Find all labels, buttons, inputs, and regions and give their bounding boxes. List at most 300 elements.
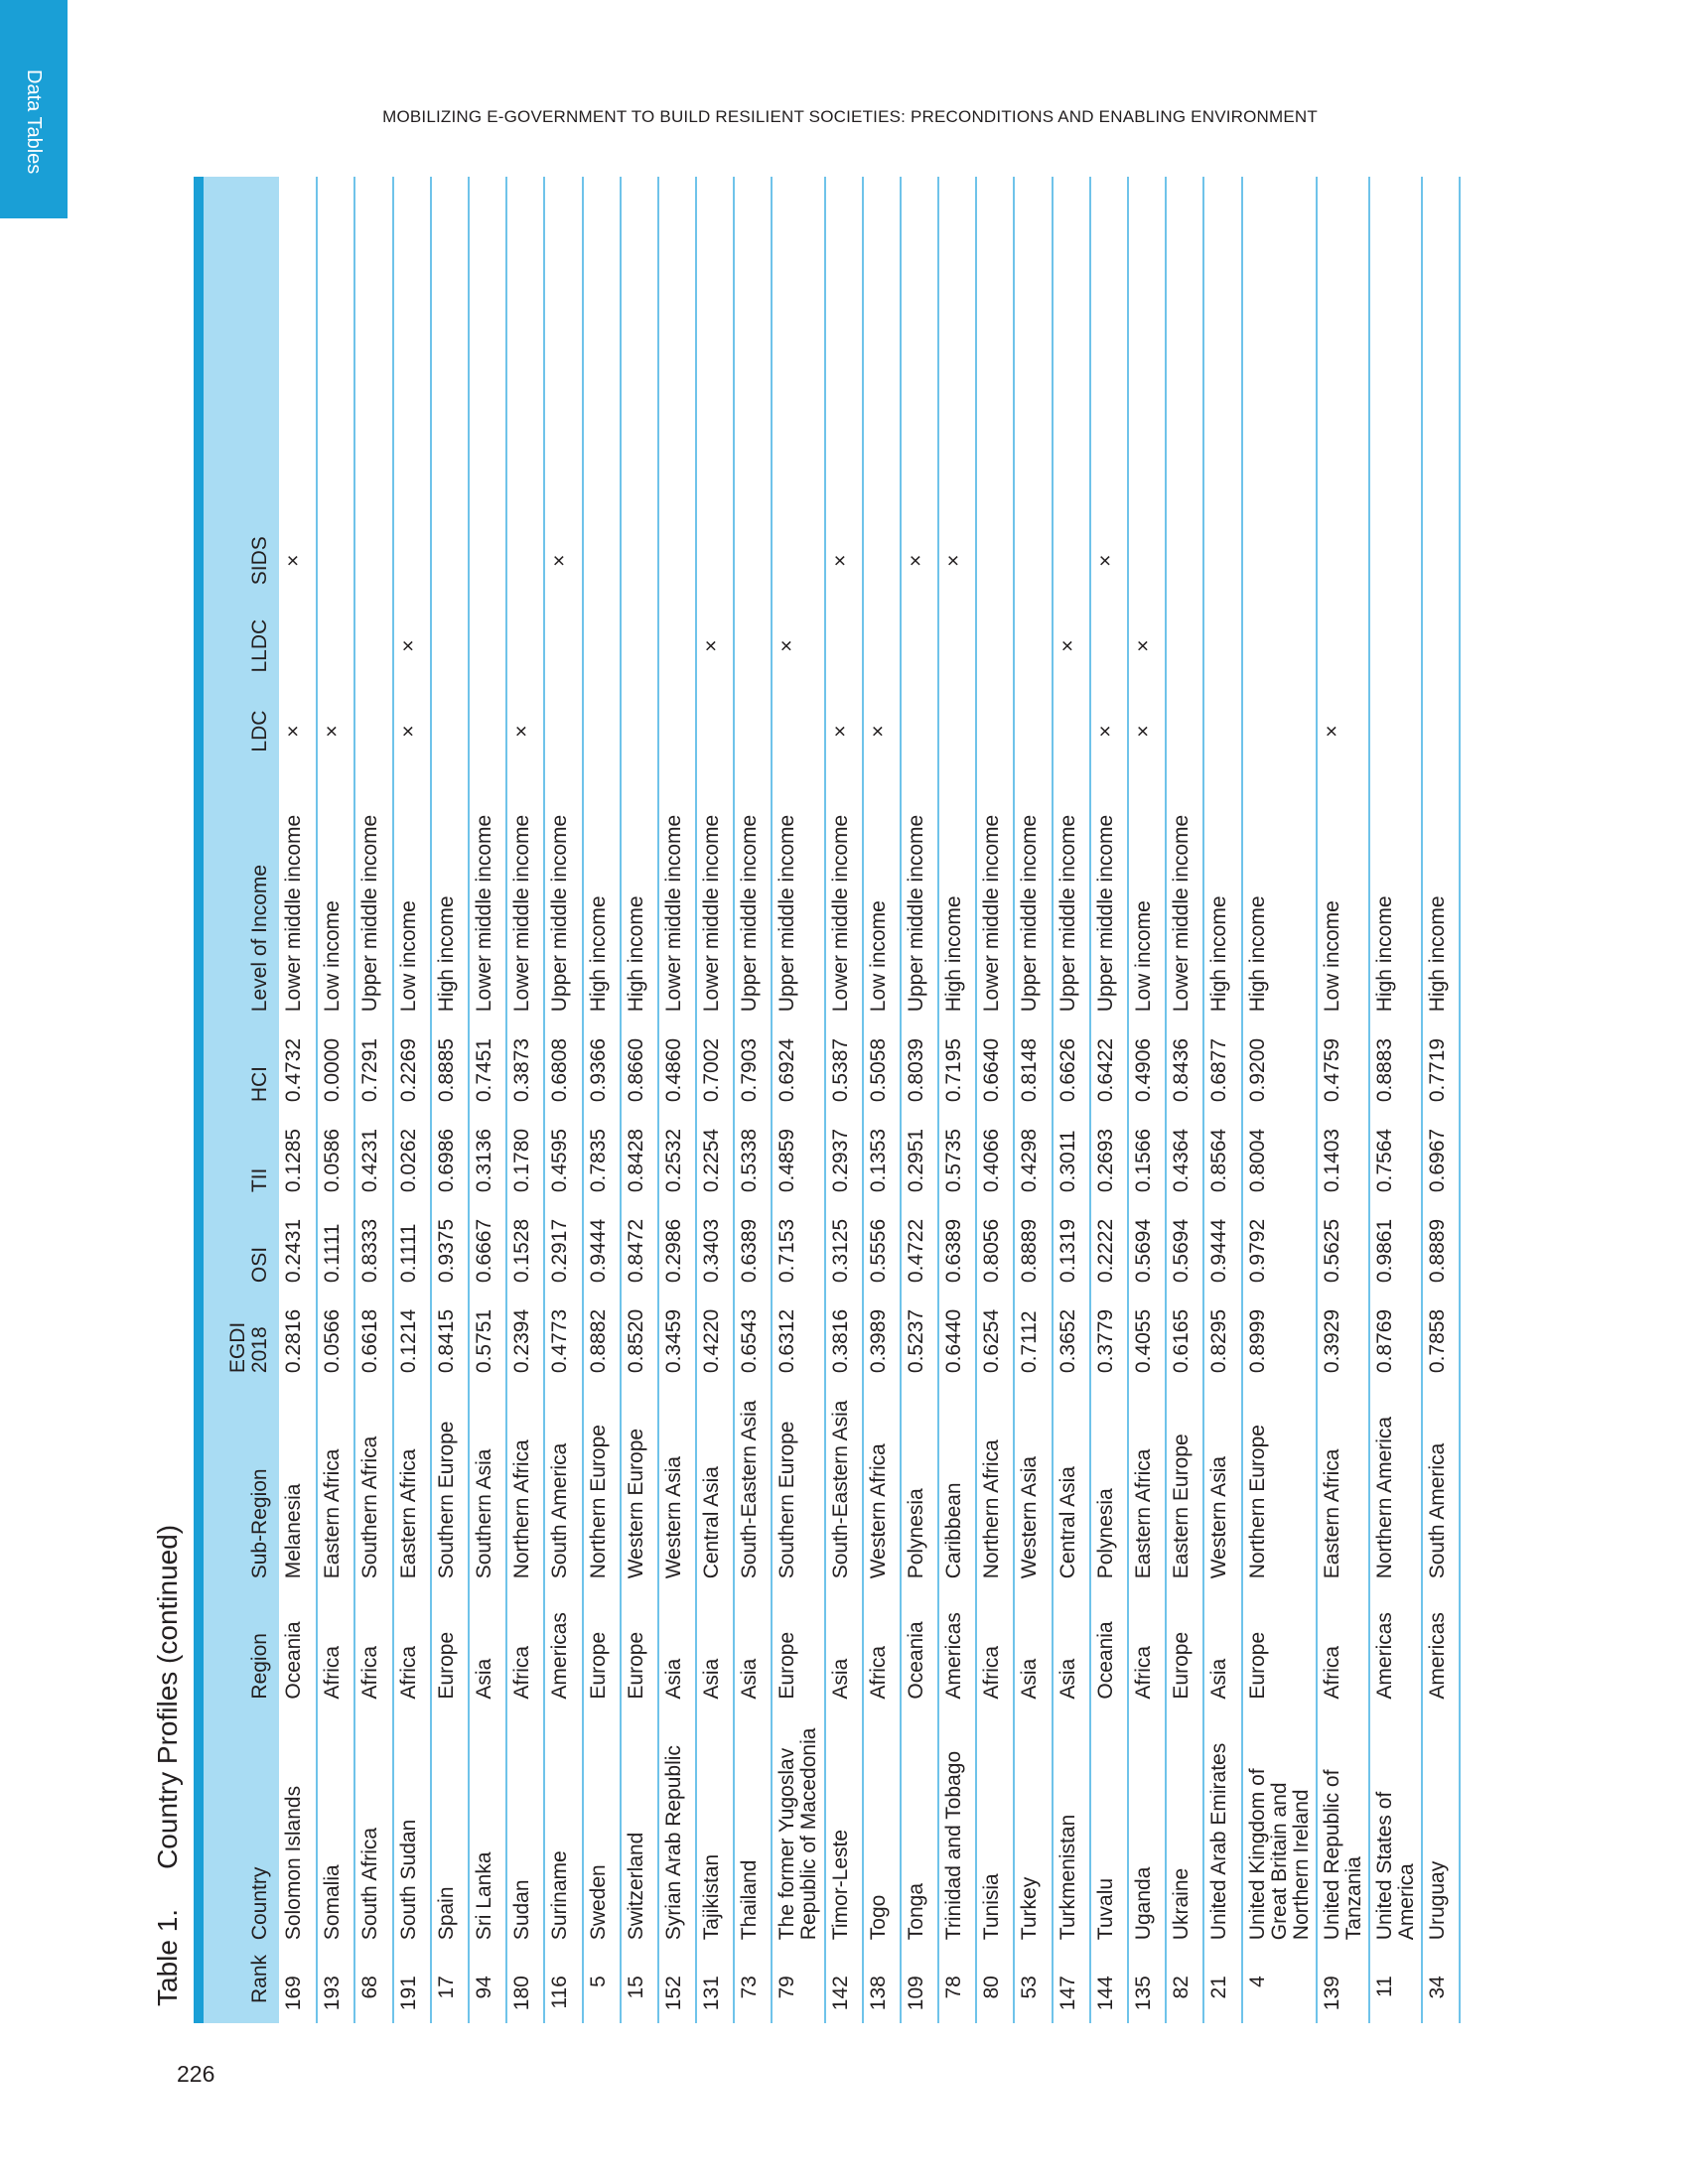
rotated-table-container	[149, 177, 1449, 2023]
cell-lldc: ×	[393, 604, 431, 689]
cell-subregion: Southern Europe	[431, 1381, 469, 1586]
cell-income: Upper middle income	[772, 774, 824, 1021]
cell-egdi: 0.7112	[1014, 1291, 1052, 1381]
cell-spacer	[976, 177, 1014, 518]
cell-country: Tajikistan	[696, 1707, 734, 1949]
cell-rank: 94	[469, 1948, 506, 2023]
cell-region: Asia	[469, 1586, 506, 1706]
cell-lldc	[469, 604, 506, 689]
cell-region: Asia	[1203, 1586, 1241, 1706]
cell-tii: 0.3011	[1053, 1110, 1090, 1200]
cell-region: Oceania	[1090, 1586, 1128, 1706]
cell-ldc: ×	[1090, 689, 1128, 774]
table-row	[431, 177, 469, 2023]
cell-tii: 0.6986	[431, 1110, 469, 1200]
header-ldc: LDC	[204, 689, 279, 774]
cell-subregion: Southern Europe	[772, 1381, 824, 1586]
page-number: 226	[177, 2061, 215, 2087]
cell-spacer	[772, 177, 824, 518]
cell-rank: 169	[279, 1948, 317, 2023]
header-sids: SIDS	[204, 518, 279, 604]
cell-subregion: Western Asia	[1014, 1381, 1052, 1586]
cell-region: Asia	[734, 1586, 772, 1706]
table-row	[772, 177, 824, 2023]
header-spacer	[204, 177, 279, 518]
cell-sids: ×	[544, 518, 582, 604]
cell-lldc	[1422, 604, 1460, 689]
cell-lldc	[1203, 604, 1241, 689]
cell-osi: 0.8472	[621, 1200, 658, 1291]
cell-tii: 0.2254	[696, 1110, 734, 1200]
cell-lldc	[863, 604, 901, 689]
cell-country: United Kingdom of Great Britain and Northern Ireland	[1242, 1707, 1317, 1949]
cell-region: Asia	[825, 1586, 863, 1706]
cell-subregion: Northern America	[1369, 1381, 1422, 1586]
cell-rank: 34	[1422, 1948, 1460, 2023]
table-row	[1014, 177, 1052, 2023]
cell-sids	[1053, 518, 1090, 604]
cell-rank: 144	[1090, 1948, 1128, 2023]
cell-tii: 0.4231	[354, 1110, 392, 1200]
cell-hci: 0.6640	[976, 1020, 1014, 1110]
table-title: Country Profiles (continued)	[152, 1524, 183, 1869]
cell-subregion: South-Eastern Asia	[734, 1381, 772, 1586]
cell-spacer	[544, 177, 582, 518]
cell-tii: 0.4298	[1014, 1110, 1052, 1200]
cell-osi: 0.2222	[1090, 1200, 1128, 1291]
cell-tii: 0.6967	[1422, 1110, 1460, 1200]
cell-subregion: Polynesia	[901, 1381, 938, 1586]
cell-hci: 0.9366	[583, 1020, 621, 1110]
cell-hci: 0.8436	[1166, 1020, 1203, 1110]
cell-subregion: Central Asia	[1053, 1381, 1090, 1586]
table-row	[544, 177, 582, 2023]
cell-country: Tunisia	[976, 1707, 1014, 1949]
cell-egdi: 0.6312	[772, 1291, 824, 1381]
header-egdi	[204, 1291, 279, 1381]
cell-osi: 0.2917	[544, 1200, 582, 1291]
table-row	[938, 177, 976, 2023]
running-head: MOBILIZING E-GOVERNMENT TO BUILD RESILIENT SOCIETIES: PRECONDITIONS AND ENABLING ENVIRONMENT	[382, 107, 1318, 126]
cell-subregion: Caribbean	[938, 1381, 976, 1586]
header-lldc: LLDC	[204, 604, 279, 689]
cell-hci: 0.2269	[393, 1020, 431, 1110]
cell-rank: 147	[1053, 1948, 1090, 2023]
cell-spacer	[317, 177, 354, 518]
cell-egdi: 0.5751	[469, 1291, 506, 1381]
cell-egdi: 0.4773	[544, 1291, 582, 1381]
cell-hci: 0.4759	[1317, 1020, 1369, 1110]
cell-osi: 0.4722	[901, 1200, 938, 1291]
cell-income: High income	[621, 774, 658, 1021]
cell-tii: 0.2937	[825, 1110, 863, 1200]
table-row	[976, 177, 1014, 2023]
cell-rank: 15	[621, 1948, 658, 2023]
cell-lldc	[1014, 604, 1052, 689]
cell-income: Upper middle income	[354, 774, 392, 1021]
table-row	[1422, 177, 1460, 2023]
table-row	[393, 177, 431, 2023]
cell-income: High income	[1242, 774, 1317, 1021]
cell-osi: 0.1319	[1053, 1200, 1090, 1291]
cell-spacer	[1317, 177, 1369, 518]
cell-tii: 0.7564	[1369, 1110, 1422, 1200]
cell-lldc	[621, 604, 658, 689]
cell-tii: 0.2951	[901, 1110, 938, 1200]
cell-subregion: Western Asia	[658, 1381, 696, 1586]
cell-income: Low income	[863, 774, 901, 1021]
cell-osi: 0.9861	[1369, 1200, 1422, 1291]
cell-hci: 0.9200	[1242, 1020, 1317, 1110]
cell-rank: 180	[506, 1948, 544, 2023]
cell-region: Africa	[1317, 1586, 1369, 1706]
cell-country: Turkmenistan	[1053, 1707, 1090, 1949]
cell-income: Upper middle income	[1053, 774, 1090, 1021]
cell-egdi: 0.6440	[938, 1291, 976, 1381]
cell-country: Switzerland	[621, 1707, 658, 1949]
cell-region: Asia	[1014, 1586, 1052, 1706]
cell-ldc: ×	[317, 689, 354, 774]
header-income: Level of Income	[204, 774, 279, 1021]
cell-sids	[393, 518, 431, 604]
cell-egdi: 0.3989	[863, 1291, 901, 1381]
cell-spacer	[1090, 177, 1128, 518]
cell-income: Low income	[317, 774, 354, 1021]
cell-spacer	[469, 177, 506, 518]
cell-rank: 53	[1014, 1948, 1052, 2023]
cell-lldc	[1369, 604, 1422, 689]
cell-country: South Africa	[354, 1707, 392, 1949]
cell-income: Lower middle income	[825, 774, 863, 1021]
cell-ldc	[1369, 689, 1422, 774]
cell-subregion: Western Africa	[863, 1381, 901, 1586]
cell-country: Togo	[863, 1707, 901, 1949]
cell-income: Lower middle income	[976, 774, 1014, 1021]
cell-sids: ×	[825, 518, 863, 604]
cell-rank: 138	[863, 1948, 901, 2023]
cell-osi: 0.5625	[1317, 1200, 1369, 1291]
cell-hci: 0.0000	[317, 1020, 354, 1110]
cell-subregion: Western Asia	[1203, 1381, 1241, 1586]
cell-ldc: ×	[393, 689, 431, 774]
cell-osi: 0.5694	[1128, 1200, 1166, 1291]
cell-ldc	[901, 689, 938, 774]
cell-rank: 131	[696, 1948, 734, 2023]
cell-spacer	[1053, 177, 1090, 518]
cell-sids	[431, 518, 469, 604]
cell-country: Solomon Islands	[279, 1707, 317, 1949]
cell-spacer	[1369, 177, 1422, 518]
cell-income: Upper middle income	[734, 774, 772, 1021]
cell-osi: 0.6389	[938, 1200, 976, 1291]
cell-income: Lower middle income	[279, 774, 317, 1021]
cell-income: Upper middle income	[544, 774, 582, 1021]
cell-egdi: 0.3816	[825, 1291, 863, 1381]
cell-lldc: ×	[1128, 604, 1166, 689]
cell-lldc	[506, 604, 544, 689]
cell-tii: 0.0586	[317, 1110, 354, 1200]
cell-hci: 0.7195	[938, 1020, 976, 1110]
header-egdi-line2: 2018	[247, 1326, 271, 1374]
cell-ldc	[544, 689, 582, 774]
cell-sids	[583, 518, 621, 604]
cell-income: Low income	[1317, 774, 1369, 1021]
cell-rank: 142	[825, 1948, 863, 2023]
header-hci: HCI	[204, 1020, 279, 1110]
cell-region: Europe	[583, 1586, 621, 1706]
cell-region: Europe	[1242, 1586, 1317, 1706]
header-subregion: Sub-Region	[204, 1381, 279, 1586]
cell-sids	[658, 518, 696, 604]
cell-ldc	[1203, 689, 1241, 774]
cell-region: Africa	[354, 1586, 392, 1706]
cell-region: Africa	[1128, 1586, 1166, 1706]
cell-subregion: Eastern Africa	[1128, 1381, 1166, 1586]
cell-spacer	[1128, 177, 1166, 518]
cell-subregion: Southern Africa	[354, 1381, 392, 1586]
cell-rank: 116	[544, 1948, 582, 2023]
cell-sids	[1369, 518, 1422, 604]
cell-sids	[1203, 518, 1241, 604]
cell-subregion: Northern Africa	[506, 1381, 544, 1586]
cell-ldc	[658, 689, 696, 774]
cell-hci: 0.8039	[901, 1020, 938, 1110]
cell-egdi: 0.2816	[279, 1291, 317, 1381]
cell-spacer	[901, 177, 938, 518]
cell-region: Africa	[506, 1586, 544, 1706]
cell-sids: ×	[901, 518, 938, 604]
cell-ldc: ×	[1128, 689, 1166, 774]
cell-osi: 0.8889	[1014, 1200, 1052, 1291]
cell-osi: 0.8333	[354, 1200, 392, 1291]
cell-sids: ×	[1090, 518, 1128, 604]
cell-lldc	[354, 604, 392, 689]
cell-country: Trinidad and Tobago	[938, 1707, 976, 1949]
cell-tii: 0.1403	[1317, 1110, 1369, 1200]
country-profiles-table-wrap	[194, 177, 1461, 2023]
cell-egdi: 0.6618	[354, 1291, 392, 1381]
cell-country: Tonga	[901, 1707, 938, 1949]
table-row	[1053, 177, 1090, 2023]
cell-region: Oceania	[901, 1586, 938, 1706]
cell-country: Thailand	[734, 1707, 772, 1949]
cell-sids: ×	[279, 518, 317, 604]
cell-spacer	[506, 177, 544, 518]
cell-egdi: 0.8769	[1369, 1291, 1422, 1381]
cell-region: Asia	[696, 1586, 734, 1706]
header-tii: TII	[204, 1110, 279, 1200]
cell-osi: 0.1528	[506, 1200, 544, 1291]
cell-spacer	[825, 177, 863, 518]
cell-subregion: Eastern Europe	[1166, 1381, 1203, 1586]
cell-hci: 0.6808	[544, 1020, 582, 1110]
table-row	[863, 177, 901, 2023]
cell-egdi: 0.8415	[431, 1291, 469, 1381]
cell-hci: 0.3873	[506, 1020, 544, 1110]
cell-ldc	[1422, 689, 1460, 774]
table-row	[1317, 177, 1369, 2023]
cell-hci: 0.6877	[1203, 1020, 1241, 1110]
cell-income: Lower middle income	[1166, 774, 1203, 1021]
cell-egdi: 0.8882	[583, 1291, 621, 1381]
cell-country: United Republic of Tanzania	[1317, 1707, 1369, 1949]
cell-lldc	[1090, 604, 1128, 689]
cell-sids	[354, 518, 392, 604]
table-row	[658, 177, 696, 2023]
cell-spacer	[279, 177, 317, 518]
cell-egdi: 0.8999	[1242, 1291, 1317, 1381]
cell-osi: 0.5694	[1166, 1200, 1203, 1291]
cell-spacer	[938, 177, 976, 518]
cell-sids	[696, 518, 734, 604]
cell-subregion: Eastern Africa	[393, 1381, 431, 1586]
cell-ldc	[469, 689, 506, 774]
cell-osi: 0.2431	[279, 1200, 317, 1291]
cell-spacer	[583, 177, 621, 518]
cell-country: Sudan	[506, 1707, 544, 1949]
cell-osi: 0.6389	[734, 1200, 772, 1291]
table-caption	[152, 1525, 184, 2006]
cell-region: Asia	[658, 1586, 696, 1706]
cell-country: Turkey	[1014, 1707, 1052, 1949]
cell-rank: 139	[1317, 1948, 1369, 2023]
cell-tii: 0.1353	[863, 1110, 901, 1200]
cell-ldc	[1053, 689, 1090, 774]
cell-income: Low income	[1128, 774, 1166, 1021]
header-region: Region	[204, 1586, 279, 1706]
cell-region: Europe	[1166, 1586, 1203, 1706]
cell-egdi: 0.5237	[901, 1291, 938, 1381]
cell-osi: 0.9444	[1203, 1200, 1241, 1291]
cell-lldc	[431, 604, 469, 689]
cell-income: Upper middle income	[901, 774, 938, 1021]
cell-sids	[1242, 518, 1317, 604]
cell-lldc	[976, 604, 1014, 689]
cell-subregion: Northern Europe	[583, 1381, 621, 1586]
cell-income: High income	[1369, 774, 1422, 1021]
cell-tii: 0.8428	[621, 1110, 658, 1200]
cell-region: Europe	[772, 1586, 824, 1706]
cell-sids	[1317, 518, 1369, 604]
cell-ldc	[734, 689, 772, 774]
table-row	[279, 177, 317, 2023]
cell-rank: 21	[1203, 1948, 1241, 2023]
cell-rank: 135	[1128, 1948, 1166, 2023]
cell-hci: 0.6422	[1090, 1020, 1128, 1110]
table-row	[354, 177, 392, 2023]
cell-rank: 11	[1369, 1948, 1422, 2023]
header-country: Country	[204, 1707, 279, 1949]
cell-ldc: ×	[863, 689, 901, 774]
cell-egdi: 0.8520	[621, 1291, 658, 1381]
cell-rank: 73	[734, 1948, 772, 2023]
cell-spacer	[354, 177, 392, 518]
cell-income: Lower middle income	[469, 774, 506, 1021]
cell-egdi: 0.1214	[393, 1291, 431, 1381]
table-row	[1242, 177, 1317, 2023]
cell-income: High income	[1203, 774, 1241, 1021]
cell-spacer	[1242, 177, 1317, 518]
cell-tii: 0.8004	[1242, 1110, 1317, 1200]
cell-spacer	[658, 177, 696, 518]
cell-tii: 0.7835	[583, 1110, 621, 1200]
cell-sids	[469, 518, 506, 604]
cell-subregion: Western Europe	[621, 1381, 658, 1586]
cell-egdi: 0.7858	[1422, 1291, 1460, 1381]
cell-hci: 0.8885	[431, 1020, 469, 1110]
cell-spacer	[696, 177, 734, 518]
cell-lldc	[583, 604, 621, 689]
cell-region: Europe	[431, 1586, 469, 1706]
cell-ldc: ×	[506, 689, 544, 774]
cell-country: United Arab Emirates	[1203, 1707, 1241, 1949]
cell-region: Americas	[1369, 1586, 1422, 1706]
table-accent-bar	[194, 177, 204, 2023]
table-label: Table 1.	[152, 1908, 183, 2006]
cell-hci: 0.5058	[863, 1020, 901, 1110]
cell-ldc: ×	[1317, 689, 1369, 774]
cell-spacer	[1166, 177, 1203, 518]
cell-country: Somalia	[317, 1707, 354, 1949]
cell-rank: 191	[393, 1948, 431, 2023]
table-row	[825, 177, 863, 2023]
cell-subregion: South America	[1422, 1381, 1460, 1586]
cell-lldc	[734, 604, 772, 689]
table-row	[734, 177, 772, 2023]
cell-subregion: Southern Asia	[469, 1381, 506, 1586]
cell-region: Europe	[621, 1586, 658, 1706]
table-row	[901, 177, 938, 2023]
cell-hci: 0.8660	[621, 1020, 658, 1110]
country-profiles-table	[204, 177, 1461, 2023]
table-row	[317, 177, 354, 2023]
cell-tii: 0.0262	[393, 1110, 431, 1200]
cell-lldc	[1166, 604, 1203, 689]
cell-egdi: 0.6165	[1166, 1291, 1203, 1381]
cell-sids	[506, 518, 544, 604]
cell-ldc	[1014, 689, 1052, 774]
cell-lldc	[279, 604, 317, 689]
cell-spacer	[734, 177, 772, 518]
cell-hci: 0.7903	[734, 1020, 772, 1110]
cell-tii: 0.3136	[469, 1110, 506, 1200]
cell-hci: 0.6626	[1053, 1020, 1090, 1110]
cell-income: Lower middle income	[658, 774, 696, 1021]
cell-hci: 0.5387	[825, 1020, 863, 1110]
cell-country: United States of America	[1369, 1707, 1422, 1949]
cell-ldc	[583, 689, 621, 774]
cell-tii: 0.5338	[734, 1110, 772, 1200]
header-egdi-line1: EGDI	[225, 1321, 249, 1374]
table-row	[1166, 177, 1203, 2023]
table-row	[1203, 177, 1241, 2023]
cell-egdi: 0.6254	[976, 1291, 1014, 1381]
cell-egdi: 0.3652	[1053, 1291, 1090, 1381]
table-row	[583, 177, 621, 2023]
cell-country: Suriname	[544, 1707, 582, 1949]
cell-osi: 0.6667	[469, 1200, 506, 1291]
cell-hci: 0.7719	[1422, 1020, 1460, 1110]
cell-subregion: Northern Europe	[1242, 1381, 1317, 1586]
cell-osi: 0.9375	[431, 1200, 469, 1291]
cell-lldc: ×	[696, 604, 734, 689]
cell-region: Africa	[976, 1586, 1014, 1706]
cell-tii: 0.2693	[1090, 1110, 1128, 1200]
cell-hci: 0.7291	[354, 1020, 392, 1110]
cell-rank: 5	[583, 1948, 621, 2023]
cell-egdi: 0.0566	[317, 1291, 354, 1381]
cell-income: High income	[1422, 774, 1460, 1021]
